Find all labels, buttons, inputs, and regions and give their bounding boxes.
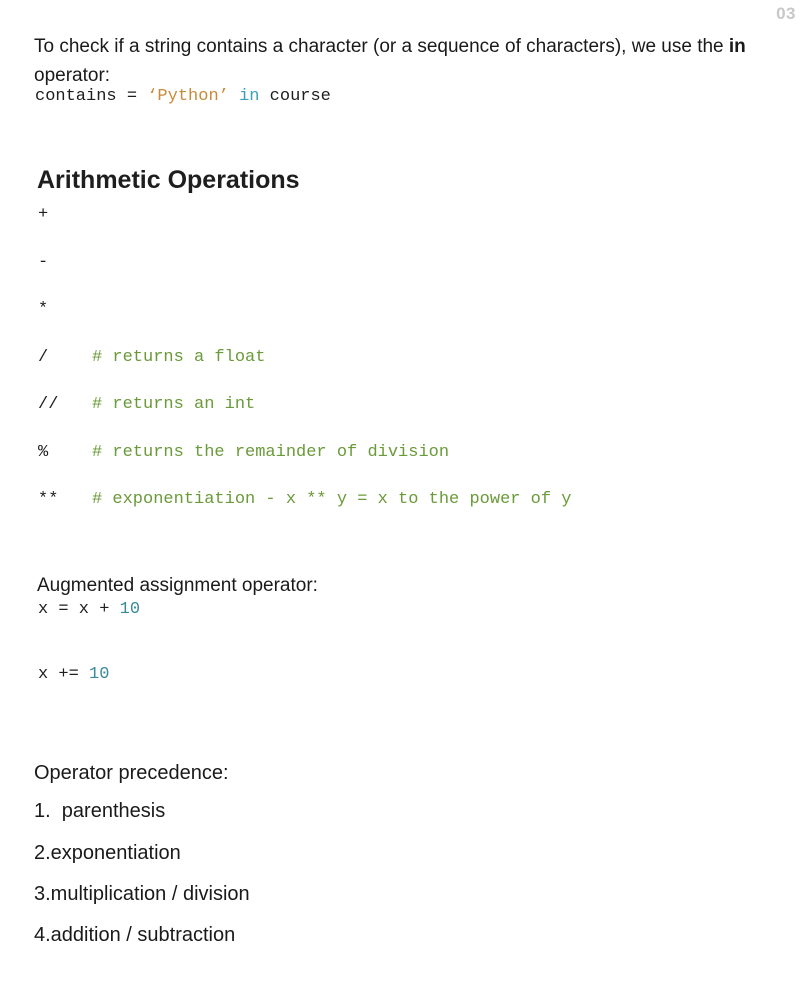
augmented-label: Augmented assignment operator:	[37, 575, 318, 596]
operator-comment: # returns an int	[92, 395, 256, 414]
operator-symbol: +	[38, 205, 49, 224]
intro-keyword: in	[728, 36, 746, 57]
operator-row	[38, 205, 92, 224]
operator-symbol: **	[38, 490, 59, 509]
operator-comment: # returns the remainder of division	[92, 442, 450, 462]
augmented-code-line-2	[38, 665, 109, 684]
operator-row	[38, 348, 265, 367]
section-heading: Arithmetic Operations	[37, 166, 300, 194]
operator-symbol: -	[38, 252, 49, 272]
augmented-code-line-1	[38, 600, 140, 619]
operator-row	[38, 490, 571, 509]
operator-symbol: /	[38, 347, 49, 367]
operator-row	[38, 300, 92, 319]
operator-comment: # returns a float	[92, 347, 266, 367]
contains-code-line	[35, 87, 331, 106]
code-var: contains	[35, 87, 117, 106]
code-string: ‘Python’	[147, 87, 229, 106]
page-number: 03	[776, 4, 796, 23]
precedence-item: 3.multiplication / division	[34, 883, 250, 905]
aug-code-1: x = x +	[38, 600, 120, 619]
aug-num-1: 10	[119, 600, 141, 619]
code-rest: course	[269, 87, 331, 106]
precedence-label: Operator precedence:	[34, 762, 229, 784]
operator-row	[38, 253, 92, 272]
precedence-item: 4.addition / subtraction	[34, 924, 236, 946]
operator-symbol: *	[38, 300, 49, 319]
aug-code-2: x +=	[38, 665, 90, 684]
code-keyword: in	[239, 87, 260, 106]
aug-num-2: 10	[89, 665, 110, 684]
intro-text: To check if a string contains a character (or a sequence of characters), we use the	[34, 36, 729, 57]
operator-comment: # exponentiation - x ** y = x to the power of y	[92, 490, 572, 509]
precedence-item: 1. parenthesis	[34, 800, 166, 822]
intro-paragraph-end: operator:	[34, 65, 111, 86]
operator-row	[38, 395, 255, 414]
code-eq: =	[116, 87, 148, 106]
operator-symbol: %	[38, 442, 49, 462]
intro-paragraph	[34, 32, 794, 61]
operator-symbol: //	[38, 395, 59, 414]
operator-row	[38, 443, 449, 462]
precedence-item: 2.exponentiation	[34, 842, 181, 864]
